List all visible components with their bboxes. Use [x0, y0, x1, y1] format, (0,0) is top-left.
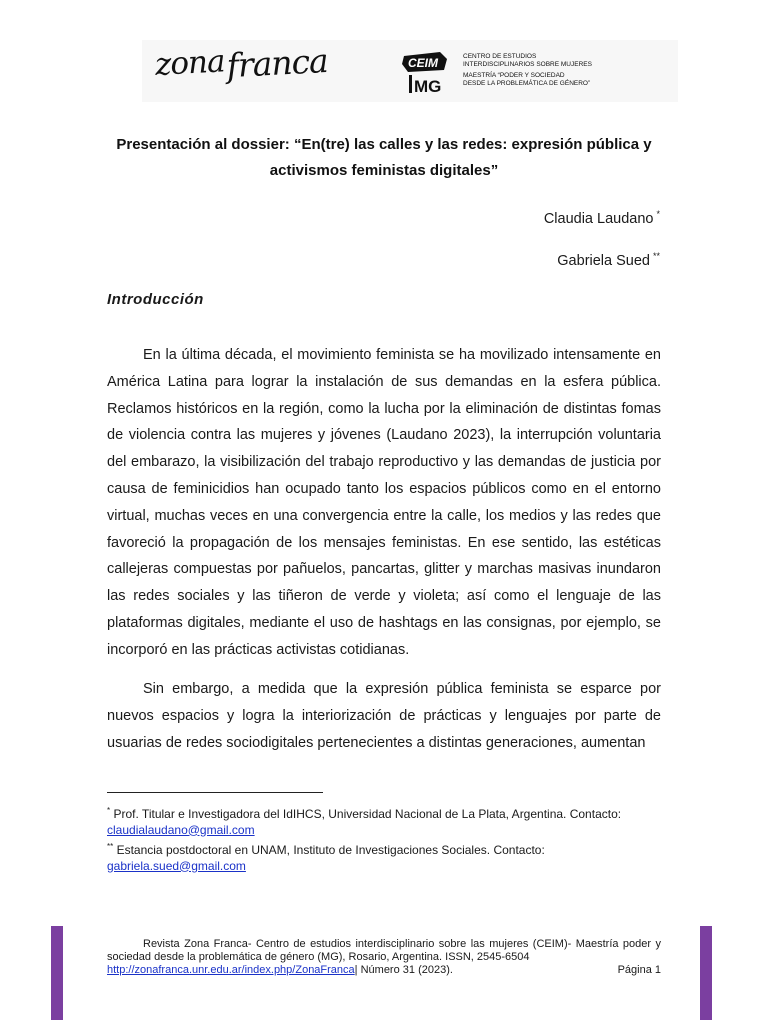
author-name: Gabriela Sued [557, 252, 650, 269]
logo-word-franca: franca [225, 40, 329, 86]
journal-url-link[interactable]: http://zonafranca.unr.edu.ar/index.php/ZonaFranca [107, 964, 355, 976]
footnote-mark: ** [107, 842, 114, 851]
ceim-logo-text: CEIM [408, 56, 438, 70]
info-line-2: INTERDISCIPLINARIOS SOBRE MUJERES [463, 60, 592, 68]
author-1 [544, 209, 660, 227]
accent-bar-left [51, 926, 63, 1020]
info-line-4: DESDE LA PROBLEMÁTICA DE GÉNERO” [463, 79, 591, 87]
body-paragraph-2: Sin embargo, a medida que la expresión pública feminista se esparce por nuevos espacios y logra la interiorización de prácticas y lenguajes por parte de usuarias de redes sociodigitales pertenecientes a distintas generaciones, aumentan [107, 681, 661, 751]
institution-info [463, 53, 592, 87]
email-link[interactable]: claudialaudano@gmail.com [107, 822, 255, 837]
footnote-divider [107, 792, 323, 793]
page-footer: Revista Zona Franca- Centro de estudios interdisciplinario sobre las mujeres (CEIM)- Maestría poder y sociedad desde la problemática de género (MG), Rosario, Argentina. ISSN, 2545-6504 http://zonafranca.unr.edu.ar/index.php/ZonaFranca| Número 31 (2023). Página 1 [107, 938, 661, 976]
info-line-3: MAESTRÍA “PODER Y SOCIEDAD [463, 72, 565, 80]
footnote-mark: * [107, 806, 111, 815]
logo-word-zona: zona [154, 43, 226, 83]
body-paragraph-1: En la última década, el movimiento feminista se ha movilizado intensamente en América Latina para lograr la instalación de sus demandas en la esfera pública. Reclamos históricos en la región, como la lucha por la eliminación de distintas fomas de violencia contra las mujeres y jóvenes (Laudano 2023), la interrupción voluntaria del embarazo, la visibilización del trabajo reproductivo y las demandas de justicia por causa de feminicidios han ocupado tanto los espacios públicos como en el entorno virtual, muchas veces en una convergencia entre la calle, los medios y las redes que favoreció la propagación de los mensajes feministas. En ese sentido, las estéticas callejeras compuestas por pañuelos, pancartas, glitter y marchas masivas inundaron las redes sociales y las tiñeron de verde y violeta; así como el lenguaje de las plataformas digitales, mediante el uso de hashtags en las consignas, por ejemplo, se incorporó en las prácticas activistas cotidianas. [107, 347, 661, 658]
issue-number: Número 31 (2023). [360, 964, 453, 976]
info-line-1: CENTRO DE ESTUDIOS [463, 53, 537, 60]
ceim-mg-logo [400, 50, 450, 96]
footnote-1 [107, 803, 661, 838]
footnote-text: Estancia postdoctoral en UNAM, Instituto de Investigaciones Sociales. Contacto: [116, 843, 545, 857]
author-name: Claudia Laudano [543, 210, 654, 227]
document-title: Presentación al dossier: “En(tre) las calles y las redes: expresión pública y activismos feministas digitales” [116, 136, 652, 179]
author-2 [557, 251, 660, 269]
email-link[interactable]: gabriela.sued@gmail.com [107, 858, 246, 873]
accent-bar-right [700, 926, 712, 1020]
mg-logo-text: MG [414, 77, 442, 96]
author-footnote-mark[interactable]: ** [652, 251, 660, 261]
footnote-2 [107, 839, 661, 874]
footer-text: Revista Zona Franca- Centro de estudios interdisciplinario sobre las mujeres (CEIM)- Maestría poder y sociedad desde la problemática de género (MG), Rosario, Argentina. ISSN, 2545-6504 [107, 938, 661, 963]
page-number: Página 1 [617, 964, 661, 976]
zona-franca-logo [154, 35, 329, 86]
author-footnote-mark[interactable]: * [656, 209, 660, 219]
section-heading: Introducción [107, 291, 204, 308]
footnote-text: Prof. Titular e Investigadora del IdIHCS, Universidad Nacional de La Plata, Argentina. Contacto: [113, 807, 622, 821]
